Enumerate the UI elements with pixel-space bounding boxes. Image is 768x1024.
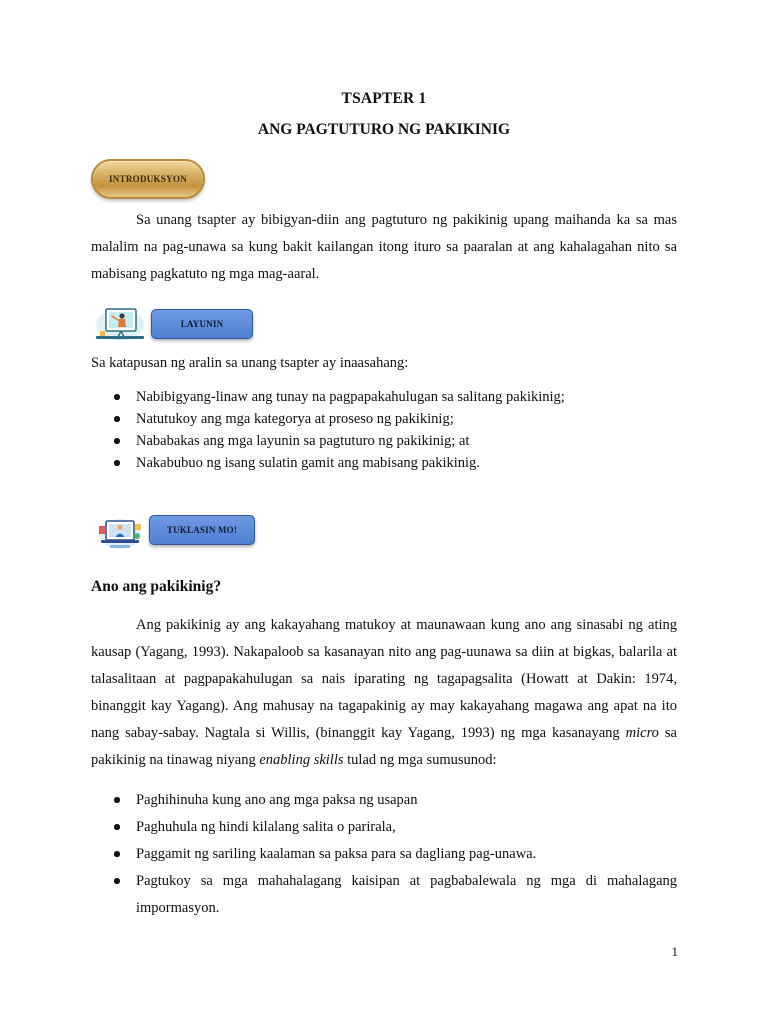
skill-item: Paghuhula ng hindi kilalang salita o parirala, [91, 814, 677, 841]
objective-item: Natutukoy ang mga kategorya at proseso ng pakikinig; [91, 408, 677, 430]
skill-item: Paghihinuha kung ano ang mga paksa ng usapan [91, 787, 677, 814]
objective-item: Nakabubuo ng isang sulatin gamit ang mabisang pakikinig. [91, 452, 677, 474]
layunin-badge: LAYUNIN [151, 309, 253, 339]
page-number: 1 [671, 944, 678, 959]
skill-item: Paggamit ng sariling kaalaman sa paksa para sa dagliang pag-unawa. [91, 841, 677, 868]
teacher-at-board-icon [92, 303, 148, 343]
tuklasin-badge: TUKLASIN MO! [149, 515, 255, 545]
chapter-subtitle: ANG PAGTUTURO NG PAKIKINIG [257, 121, 511, 138]
objectives-lead: Sa katapusan ng aralin sa unang tsapter ay inaasahang: [91, 355, 409, 371]
intro-paragraph: Sa unang tsapter ay bibigyan-diin ang pagtuturo ng pakikinig upang maihanda ka sa mas malalim na pag-unawa sa kung bakit kailangan itong ituro sa paaralan at ang kahalagahan nito sa mabisang pagkatuto ng mga mag-aaral. [91, 212, 677, 282]
body-em-micro: micro [625, 725, 659, 741]
objective-item: Nababakas ang mga layunin sa pagtuturo ng pakikinig; at [91, 430, 677, 452]
body-text-c: tulad ng mga sumusunod: [343, 752, 497, 768]
body-em-enabling-skills: enabling skills [259, 752, 344, 768]
skill-item: Pagtukoy sa mga mahahalagang kaisipan at pagbabalewala ng mga di mahalagang impormasyon. [91, 868, 677, 922]
objectives-list [91, 386, 677, 474]
question-heading: Ano ang pakikinig? [91, 578, 222, 595]
skills-list [91, 787, 677, 922]
introduksyon-badge: INTRODUKSYON [91, 159, 205, 199]
body-text-b: sa pakikinig na tinawag niyang [91, 725, 677, 768]
body-text-a: Ang pakikinig ay ang kakayahang matukoy at maunawaan kung ano ang sinasabi ng ating kausap (Yagang, 1993). Nakapaloob sa kasanayan nito ang pag-uunawa sa diin at bigkas, balarila at talasalitaan at pagpapakahulugan sa nais iparating ng tagapagsalita (Howatt at Dakin: 1974, binanggit kay Yagang). Ang mahusay na tagapakinig ay may kakayahang magawa ang apat na ito nang sabay-sabay. Nagtala si Willis, (binanggit kay Yagang, 1993) ng mga kasanayang [91, 617, 677, 741]
body-paragraph [91, 612, 677, 774]
objective-item: Nabibigyang-linaw ang tunay na pagpapakahulugan sa salitang pakikinig; [91, 386, 677, 408]
chapter-title: TSAPTER 1 [341, 90, 427, 107]
online-learning-icon [96, 512, 144, 552]
